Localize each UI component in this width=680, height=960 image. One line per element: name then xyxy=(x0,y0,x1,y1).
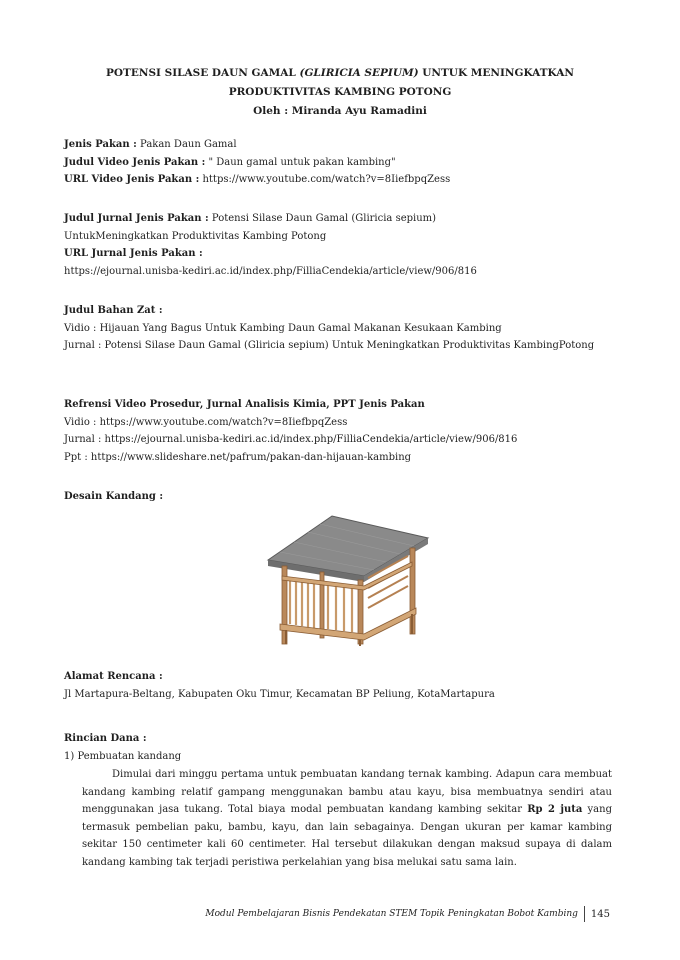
dana-item-1: 1) Pembuatan kandang xyxy=(64,750,182,762)
dana-label: Rincian Dana : xyxy=(64,733,147,744)
jenis-pakan-label: Jenis Pakan : xyxy=(64,139,137,150)
para-part-b: yang termasuk pembelian paku, bambu, kayu, dan lain sebagainya. Dengan ukuran per kamar kambing sekitar 150 centimeter kali 60 centimeter. Hal tersebut dilakukan dengan maksud supaya di dalam kandang kambing tak terjadi peristiwa perkelahian yang bisa melukai satu sama lain. xyxy=(82,804,612,868)
footer-text: Modul Pembelajaran Bisnis Pendekatan STEM Topik Peningkatan Bobot Kambing xyxy=(205,909,578,919)
journal-title-label: Judul Jurnal Jenis Pakan : xyxy=(64,213,209,224)
page-footer xyxy=(205,906,610,922)
refs-label: Refrensi Video Prosedur, Jurnal Analisis Kimia, PPT Jenis Pakan xyxy=(64,399,425,410)
refs-ppt[interactable]: Ppt : https://www.slideshare.net/pafrum/pakan-dan-hijauan-kambing xyxy=(64,451,412,463)
video-url-label: URL Video Jenis Pakan : xyxy=(64,174,200,185)
video-title-label: Judul Video Jenis Pakan : xyxy=(64,156,206,168)
para-indent xyxy=(82,769,112,780)
dana-section xyxy=(64,730,620,765)
document-title xyxy=(60,64,620,121)
bahan-label: Judul Bahan Zat : xyxy=(64,305,163,316)
video-url-row xyxy=(64,171,620,189)
author-line: Oleh : Miranda Ayu Ramadini xyxy=(253,105,427,117)
video-title-value: " Daun gamal untuk pakan kambing" xyxy=(205,156,396,168)
title-line-2: PRODUKTIVITAS KAMBING POTONG xyxy=(228,86,452,98)
title-text-c: UNTUK MENINGKATKAN xyxy=(418,67,574,79)
para-cost: Rp 2 juta xyxy=(527,804,583,815)
footer-separator xyxy=(584,906,585,922)
bahan-jurnal: Jurnal : Potensi Silase Daun Gamal (Gliricia sepium) Untuk Meningkatkan Produktivitas KambingPotong xyxy=(64,340,595,351)
jenis-pakan-row xyxy=(64,136,620,154)
journal-section xyxy=(64,210,620,280)
para-part-a: Dimulai dari minggu pertama untuk pembuatan kandang ternak kambing. Adapun cara membuat kandang kambing relatif gampang menggunakan bambu atau kayu, bisa membuatnya sendiri atau menggunakan jasa tukang. Total biaya modal pembuatan kandang kambing sekitar xyxy=(82,769,612,815)
goat-pen-drawing xyxy=(260,512,430,647)
alamat-section xyxy=(64,668,620,703)
journal-url-value[interactable]: https://ejournal.unisba-kediri.ac.id/index.php/FilliaCendekia/article/view/906/816 xyxy=(64,265,477,277)
journal-url-label: URL Jurnal Jenis Pakan : xyxy=(64,248,203,259)
kandang-section xyxy=(64,488,620,506)
alamat-label: Alamat Rencana : xyxy=(64,671,163,682)
refs-jurnal[interactable]: Jurnal : https://ejournal.unisba-kediri.ac.id/index.php/FilliaCendekia/article/view/906/816 xyxy=(64,434,518,445)
jenis-pakan-value: Pakan Daun Gamal xyxy=(136,139,237,150)
journal-title-value-2: UntukMeningkatkan Produktivitas Kambing Potong xyxy=(64,230,327,242)
dana-paragraph-text xyxy=(82,766,612,871)
bahan-section xyxy=(64,302,620,355)
title-text-a: POTENSI SILASE DAUN GAMAL xyxy=(106,67,300,79)
page-number: 145 xyxy=(590,908,610,920)
alamat-value: Jl Martapura-Beltang, Kabupaten Oku Timur, Kecamatan BP Peliung, KotaMartapura xyxy=(64,688,495,700)
feed-section xyxy=(64,136,620,189)
video-title-row xyxy=(64,154,620,172)
goat-pen-illustration xyxy=(260,512,430,647)
video-url-value[interactable]: https://www.youtube.com/watch?v=8IiefbpqZess xyxy=(199,174,451,185)
journal-title-value: Potensi Silase Daun Gamal (Gliricia sepium) xyxy=(208,213,437,224)
bahan-video: Vidio : Hijauan Yang Bagus Untuk Kambing Daun Gamal Makanan Kesukaan Kambing xyxy=(64,322,502,334)
refs-section xyxy=(64,396,620,466)
title-line-1 xyxy=(60,64,620,83)
title-species: (GLIRICIA SEPIUM) xyxy=(299,67,419,79)
journal-title-row xyxy=(64,210,620,228)
kandang-label: Desain Kandang : xyxy=(64,491,164,502)
refs-video[interactable]: Vidio : https://www.youtube.com/watch?v=8IiefbpqZess xyxy=(64,416,348,428)
dana-paragraph xyxy=(82,766,612,871)
